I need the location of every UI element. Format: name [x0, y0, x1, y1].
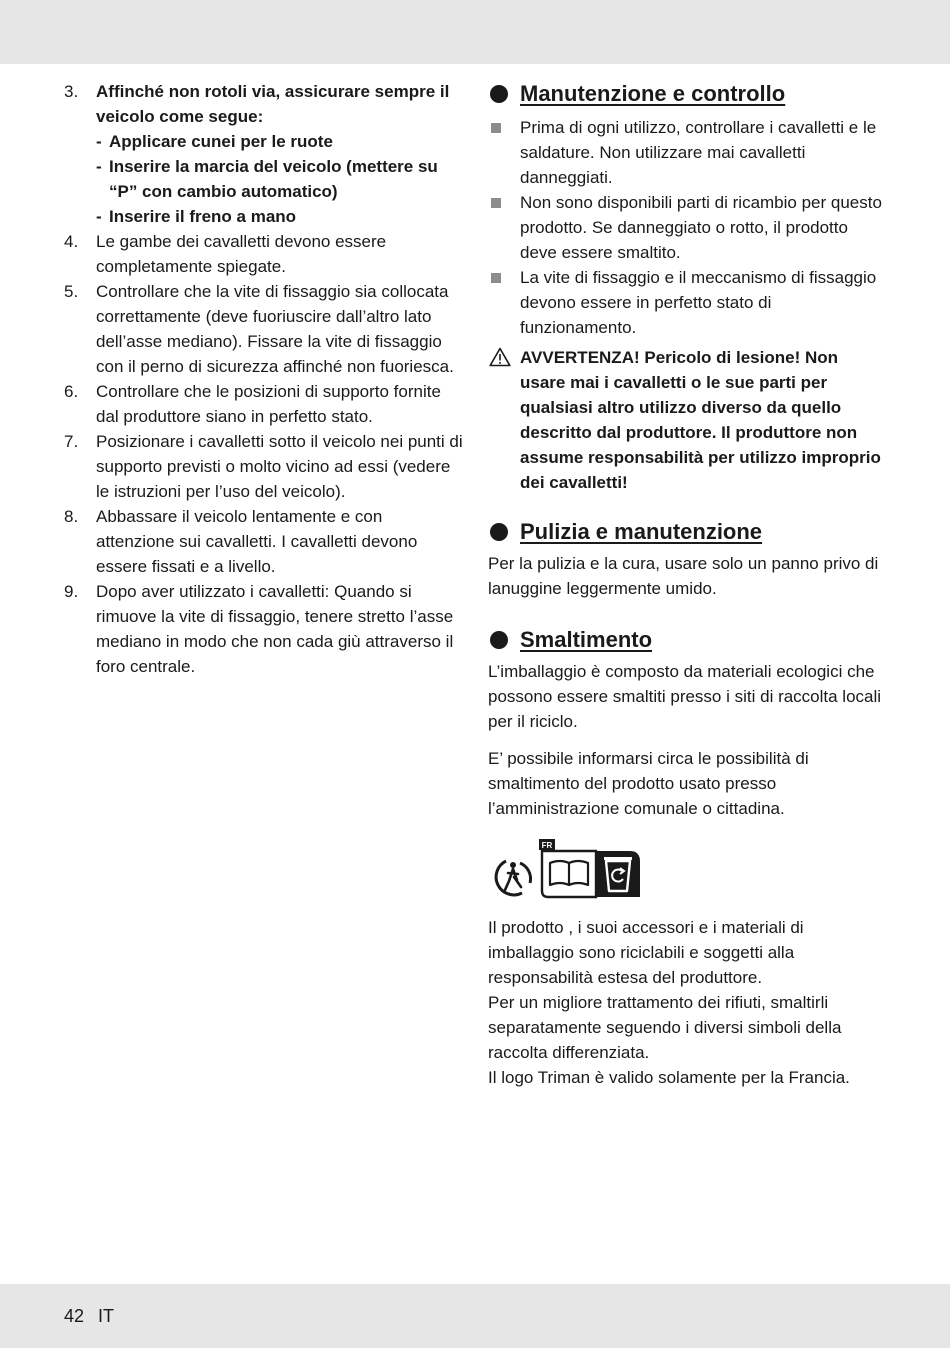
- step-9: [64, 579, 464, 679]
- step-number: 6.: [64, 382, 79, 401]
- list-item: Non sono disponibili parti di ricambio per questo prodotto. Se danneggiato o rotto, il prodotto deve essere smaltito.: [488, 190, 888, 265]
- step-3: [64, 79, 464, 229]
- step-number: 4.: [64, 232, 79, 251]
- info-sorting-icon: [538, 837, 642, 899]
- section-title-disposal: Smaltimento: [488, 625, 888, 655]
- step-subitem: - Inserire il freno a mano: [96, 207, 297, 226]
- step-8: [64, 504, 464, 579]
- list-item: Prima di ogni utilizzo, controllare i cavalletti e le saldature. Non utilizzare mai cavalletti danneggiati.: [488, 115, 888, 190]
- disposal-paragraph: L’imballaggio è composto da materiali ecologici che possono essere smaltiti presso i siti di raccolta locali per il riciclo.: [488, 662, 882, 731]
- bullet-dot-icon: [490, 523, 508, 541]
- language-code: IT: [98, 1306, 115, 1326]
- step-subitem: - Applicare cunei per le ruote: [96, 132, 333, 151]
- step-6: [64, 379, 464, 429]
- square-bullet-icon: [491, 198, 501, 208]
- square-bullet-icon: [491, 123, 501, 133]
- page-footer: [64, 1303, 128, 1329]
- triman-logo: [492, 835, 888, 899]
- disposal-paragraph: Il prodotto , i suoi accessori e i materiali di imballaggio sono riciclabili e soggetti alla responsabilità estesa del produttore.: [488, 918, 804, 987]
- step-text: Affinché non rotoli via, assicurare sempre il veicolo come segue:: [96, 82, 450, 126]
- warning-text: AVVERTENZA! Pericolo di lesione! Non usare mai i cavalletti o le sue parti per qualsiasi altro utilizzo diverso da quello descritto dal produttore. Il produttore non assume responsabilità per utilizzo improprio dei cavalletti!: [520, 348, 881, 492]
- left-column: [64, 79, 464, 679]
- step-4: [64, 229, 464, 279]
- list-item: La vite di fissaggio e il meccanismo di fissaggio devono essere in perfetto stato di funzionamento.: [488, 265, 888, 340]
- step-text: Le gambe dei cavalletti devono essere completamente spiegate.: [96, 232, 387, 276]
- bullet-dot-icon: [490, 631, 508, 649]
- step-number: 5.: [64, 282, 79, 301]
- step-text: Controllare che la vite di fissaggio sia collocata correttamente (deve fuoriuscire dall’altro lato dell’asse mediano). Fissare la vite di fissaggio con il perno di sicurezza affinché non fuoriesca.: [96, 282, 454, 376]
- svg-text:FR: FR: [541, 841, 553, 850]
- disposal-paragraph: Per un migliore trattamento dei rifiuti, smaltirli separatamente seguendo i diversi simboli della raccolta differenziata.: [488, 993, 842, 1062]
- step-number: 9.: [64, 582, 79, 601]
- section-title-cleaning: Pulizia e manutenzione: [488, 517, 888, 547]
- right-column: [488, 79, 888, 1090]
- step-5: [64, 279, 464, 379]
- step-number: 8.: [64, 507, 79, 526]
- disposal-paragraph: E’ possibile informarsi circa le possibilità di smaltimento del prodotto usato presso l’amministrazione comunale o cittadina.: [488, 749, 809, 818]
- step-number: 3.: [64, 82, 79, 101]
- step-text: Controllare che le posizioni di supporto fornite dal produttore siano in perfetto stato.: [96, 382, 441, 426]
- warning-block: [488, 345, 888, 495]
- triman-icon: [492, 855, 534, 899]
- disposal-paragraph: Il logo Triman è valido solamente per la Francia.: [488, 1068, 850, 1087]
- header-band: [0, 0, 950, 64]
- section-title-maintenance: Manutenzione e controllo: [488, 79, 888, 109]
- step-number: 7.: [64, 432, 79, 451]
- warning-triangle-icon: [489, 347, 511, 367]
- square-bullet-icon: [491, 273, 501, 283]
- bullet-dot-icon: [490, 85, 508, 103]
- cleaning-text: Per la pulizia e la cura, usare solo un panno privo di lanuggine leggermente umido.: [488, 554, 879, 598]
- step-text: Abbassare il veicolo lentamente e con attenzione sui cavalletti. I cavalletti devono essere fissati e a livello.: [96, 507, 418, 576]
- footer-band: [0, 1284, 950, 1348]
- step-7: [64, 429, 464, 504]
- step-text: Posizionare i cavalletti sotto il veicolo nei punti di supporto previsti o molto vicino ad essi (vedere le istruzioni per l’uso del veicolo).: [96, 432, 463, 501]
- page-number: 42: [64, 1306, 85, 1326]
- step-text: Dopo aver utilizzato i cavalletti: Quando si rimuove la vite di fissaggio, tenere stretto l’asse mediano in modo che non cada giù attraverso il foro centrale.: [96, 582, 454, 676]
- step-subitem: - Inserire la marcia del veicolo (mettere su “P” con cambio automatico): [96, 157, 438, 201]
